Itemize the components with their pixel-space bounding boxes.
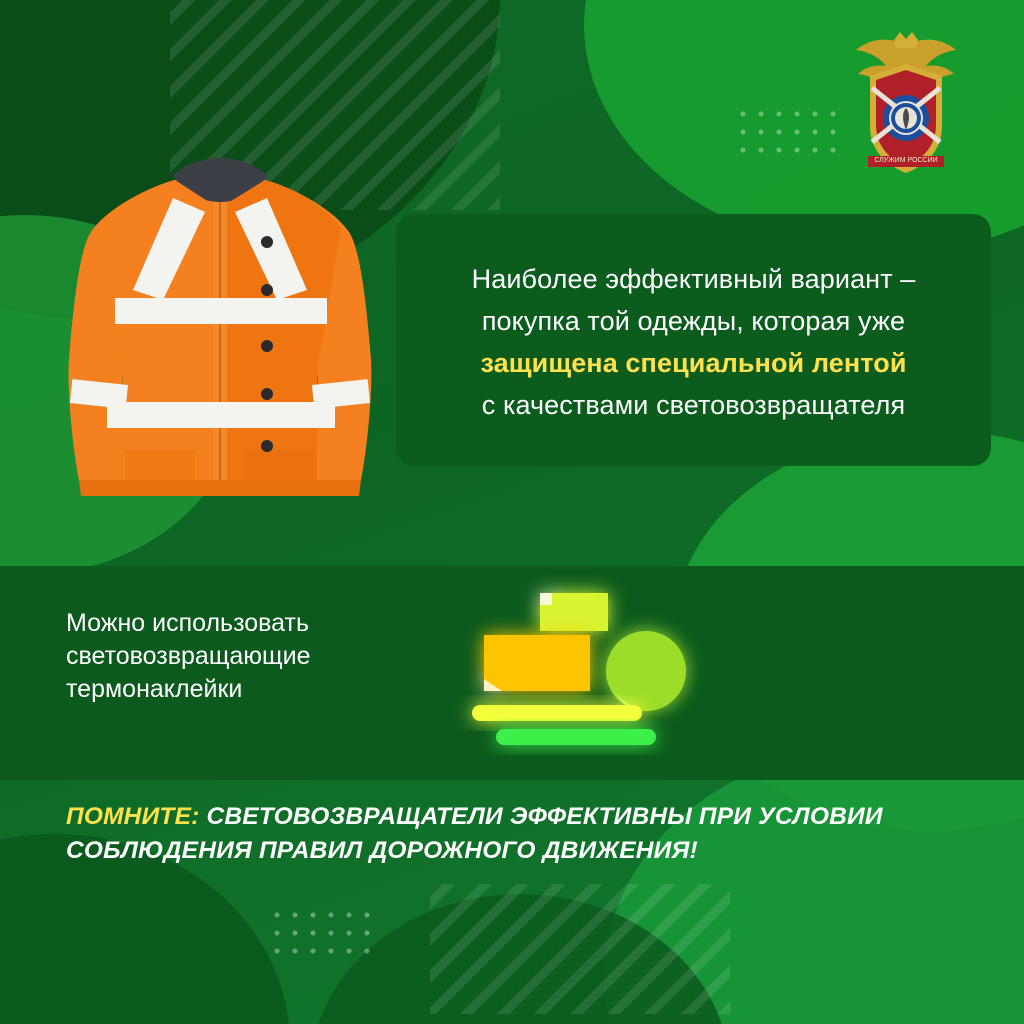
footer-text: СВЕТОВОЗВРАЩАТЕЛИ ЭФФЕКТИВНЫ ПРИ УСЛОВИИ СОБЛЮДЕНИЯ ПРАВИЛ ДОРОЖНОГО ДВИЖЕНИЯ! [66, 803, 883, 864]
second-band-text: Можно использовать световозвращающие термонаклейки [66, 609, 311, 703]
main-message-text [396, 258, 991, 426]
reflective-stickers-illustration [440, 575, 730, 765]
decor-stripes-bottom [430, 884, 730, 1014]
main-message-highlight: защищена специальной лентой [480, 348, 907, 378]
hi-vis-jacket-illustration [55, 150, 385, 515]
decor-dots-top [734, 105, 844, 160]
main-message-line-4: с качествами световозвращателя [481, 390, 906, 420]
decor-dots-bottom [268, 906, 378, 966]
main-message-line-2: покупка той одежды, которая уже [481, 306, 906, 336]
footer-lead: ПОМНИТЕ: [66, 803, 207, 830]
svg-text:СЛУЖИМ РОССИИ: СЛУЖИМ РОССИИ [874, 157, 938, 164]
main-message-line-1: Наиболее эффективный вариант – [471, 264, 916, 294]
mvd-emblem-icon [850, 30, 962, 175]
footer-reminder [66, 800, 966, 868]
